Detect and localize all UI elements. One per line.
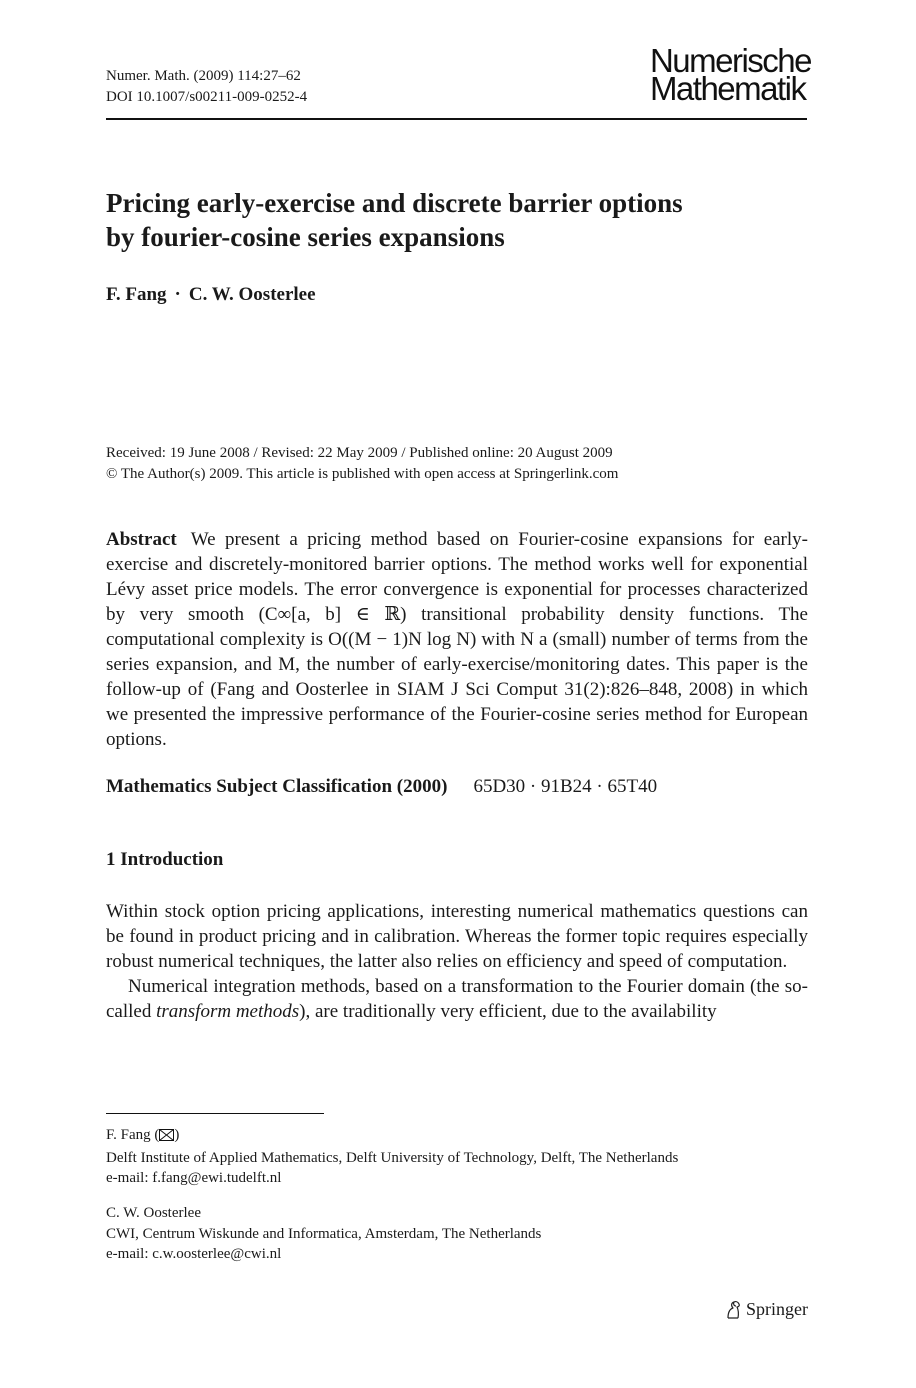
abstract-text: We present a pricing method based on Fourier-cosine expansions for early-exercise and discretely-monitored barrier options. The method works well for exponential Lévy asset price models. The error convergence is exponential for processes characterized by very smooth (C∞[a, b] ∈ ℝ) transitional probability density functions. The computational complexity is O((M − 1)N log N) with N a (small) number of terms from the series expansion, and M, the number of early-exercise/monitoring dates. This paper is the follow-up of (Fang and Oosterlee in SIAM J Sci Comput 31(2):826–848, 2008) in which we presented the impressive performance of the Fourier-cosine series method for European options. [106, 529, 808, 750]
author-oosterlee: C. W. Oosterlee [188, 284, 316, 305]
msc-codes: 65D30 · 91B24 · 65T40 [473, 776, 658, 797]
publisher-logo [725, 1299, 808, 1320]
footnote-fang [106, 1125, 678, 1189]
copyright-line: © The Author(s) 2009. This article is published with open access at Springerlink.com [106, 466, 619, 482]
oosterlee-affiliation: CWI, Centrum Wiskunde and Informatica, Amsterdam, The Netherlands [106, 1225, 542, 1242]
intro-paragraph-2 [106, 974, 808, 1024]
publisher-name: Springer [746, 1299, 808, 1319]
fang-affiliation: Delft Institute of Applied Mathematics, Delft University of Technology, Delft, The Netherlands [106, 1149, 679, 1166]
title-line2: by fourier-cosine series expansions [106, 222, 505, 252]
section-heading-introduction: 1 Introduction [106, 849, 224, 870]
journal-name-line1: Numerische [649, 42, 811, 79]
oosterlee-email[interactable]: e-mail: c.w.oosterlee@cwi.nl [106, 1246, 282, 1262]
header-rule [106, 118, 807, 120]
oosterlee-name: C. W. Oosterlee [106, 1205, 201, 1221]
doi: DOI 10.1007/s00211-009-0252-4 [106, 89, 308, 105]
title-line1: Pricing early-exercise and discrete barrier options [106, 188, 683, 218]
para2-italic: transform methods [156, 1001, 300, 1022]
para2-start: Numerical integration methods, based on a transformation to the Fourier domain (the so-called [106, 976, 808, 1022]
author-fang: F. Fang [106, 284, 167, 305]
author-list [106, 284, 316, 306]
footnote-rule [106, 1113, 324, 1114]
envelope-icon [159, 1127, 174, 1148]
introduction-body [106, 899, 808, 1024]
abstract-label: Abstract [106, 529, 177, 550]
fang-name-line [106, 1125, 678, 1148]
abstract [106, 527, 808, 752]
fang-name-close: ) [174, 1127, 180, 1143]
publication-dates [106, 443, 618, 485]
intro-paragraph-1: Within stock option pricing applications, interesting numerical mathematics questions can be found in product pricing and in calibration. Whereas the former topic requires especially robust numerical techniques, the latter also relies on efficiency and speed of computation. [106, 901, 808, 972]
fang-name: F. Fang ( [106, 1127, 160, 1143]
history-line: Received: 19 June 2008 / Revised: 22 May 2009 / Published online: 20 August 2009 [106, 445, 613, 461]
journal-logo [649, 42, 811, 107]
citation: Numer. Math. (2009) 114:27–62 [106, 68, 301, 84]
journal-name-line2: Mathematik [649, 70, 806, 107]
citation-block [106, 66, 307, 108]
fang-email[interactable]: e-mail: f.fang@ewi.tudelft.nl [106, 1170, 282, 1186]
footnote-oosterlee [106, 1203, 541, 1265]
springer-horse-icon [725, 1300, 742, 1320]
paper-title [106, 186, 746, 254]
para2-end: ), are traditionally very efficient, due to the availability [299, 1001, 717, 1022]
subject-classification [106, 776, 657, 798]
msc-label: Mathematics Subject Classification (2000) [106, 776, 448, 797]
author-separator: · [174, 284, 181, 305]
